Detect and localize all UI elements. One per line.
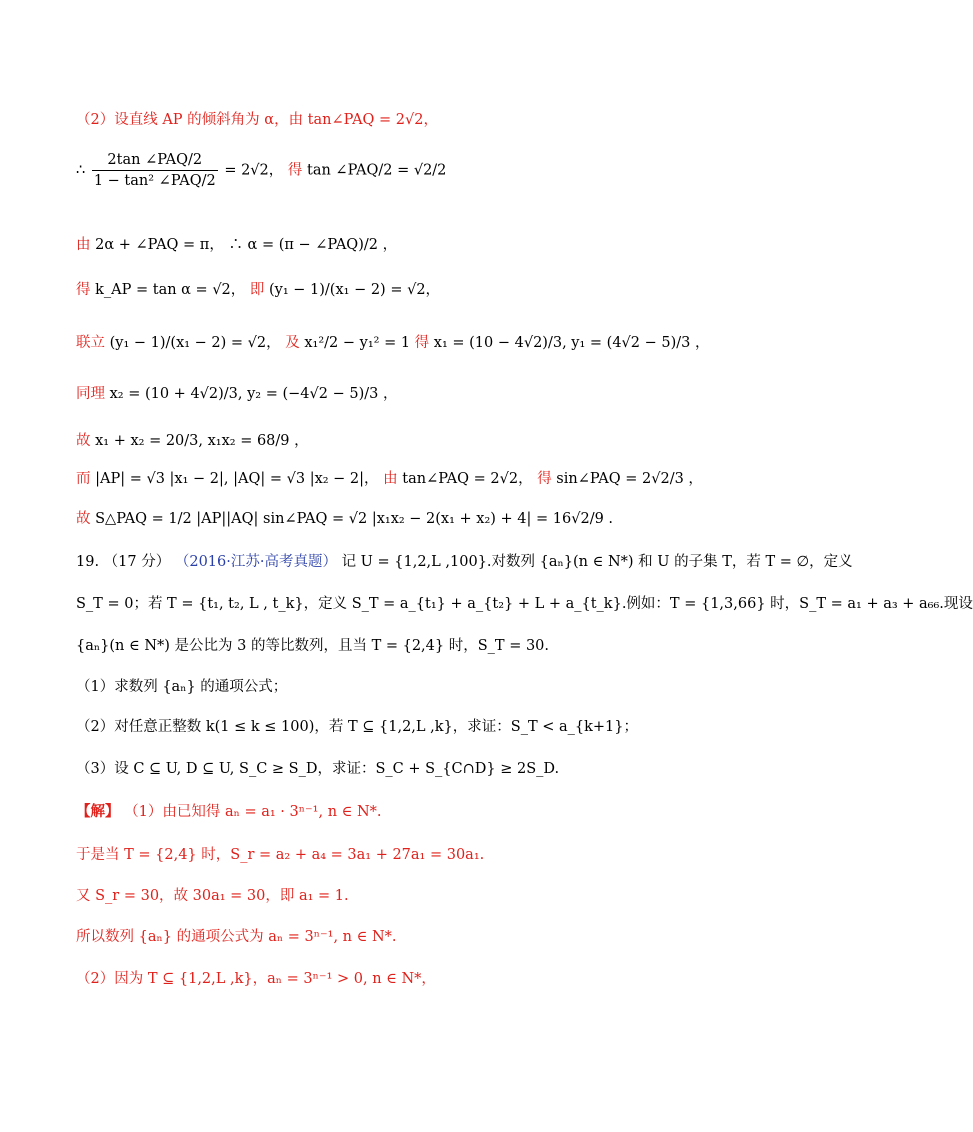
equation-part: ∴ α = (π − ∠PAQ)/2 ， — [228, 237, 398, 253]
connector-word: 即 — [249, 282, 265, 298]
solution-text: 所以数列 {aₙ} 的通项公式为 aₙ = 3ⁿ⁻¹, n ∈ N*. — [76, 929, 397, 945]
solution-line-4 — [76, 928, 397, 946]
fraction-double-angle — [92, 150, 218, 191]
solution-text: 于是当 T = {2,4} 时，S_r = a₂ + a₄ = 3a₁ + 27a₁ = 30a₁. — [76, 847, 485, 863]
connector-word: 得 — [414, 335, 430, 351]
equation-sum-product — [76, 432, 309, 450]
text-line: （2）设直线 AP 的倾斜角为 α，由 tan∠PAQ = 2√2， — [76, 112, 438, 128]
equation-lengths — [76, 470, 703, 488]
solution-text: （1）由已知得 aₙ = a₁ · 3ⁿ⁻¹, n ∈ N*. — [124, 804, 382, 820]
connector-word: 联立 — [76, 335, 105, 351]
equation-area — [76, 510, 613, 528]
equation-part: x₁ + x₂ = 20/3, x₁x₂ = 68/9 ， — [95, 433, 309, 449]
equation-part: sin∠PAQ = 2√2/3 ， — [556, 471, 703, 487]
equation-part: tan∠PAQ = 2√2， — [402, 471, 533, 487]
problem-19-question-1 — [76, 678, 287, 696]
solution-text: （2）因为 T ⊆ {1,2,L ,k}，aₙ = 3ⁿ⁻¹ > 0, n ∈ N*， — [76, 971, 436, 987]
connector-word: 得 — [287, 162, 303, 179]
connector-word: 及 — [285, 335, 300, 351]
equation-part: k_AP = tan α = √2， — [95, 282, 246, 298]
connector-word: 故 — [76, 511, 91, 527]
equation-slope — [76, 281, 440, 299]
question-text: （3）设 C ⊆ U, D ⊆ U, S_C ≥ S_D，求证：S_C + S_{C∩D} ≥ 2S_D. — [76, 761, 560, 777]
connector-word: 得 — [537, 471, 552, 487]
fraction-numerator: 2tan ∠PAQ/2 — [92, 150, 218, 171]
problem-19-question-2 — [76, 718, 638, 736]
problem-19-stem-line3 — [76, 637, 549, 655]
equation-part: (y₁ − 1)/(x₁ − 2) = √2， — [269, 282, 441, 298]
fraction-denominator: 1 − tan² ∠PAQ/2 — [93, 173, 216, 189]
solution-text: 又 S_r = 30，故 30a₁ = 30，即 a₁ = 1. — [76, 888, 349, 904]
solution-part2-intro — [76, 111, 438, 129]
connector-word: 同理 — [76, 386, 105, 402]
solution-line-1 — [76, 803, 382, 821]
solution-line-5 — [76, 970, 436, 988]
solution-tag: 【解】 — [76, 803, 120, 820]
equation-value: = 2√2， — [224, 162, 284, 179]
problem-source: （2016·江苏·高考真题） — [174, 554, 337, 570]
equation-similarly — [76, 385, 397, 403]
equation-system — [76, 334, 709, 352]
equation-alpha — [76, 236, 397, 254]
problem-stem: 记 U = {1,2,L ,100}.对数列 {aₙ}(n ∈ N*) 和 U 的子集 T，若 T = ∅，定义 — [341, 554, 853, 570]
solution-line-2 — [76, 846, 484, 864]
problem-stem: S_T = 0；若 T = {t₁, t₂, L , t_k}，定义 S_T = a_{t₁} + a_{t₂} + L + a_{t_k}.例如：T = {1,3,66} 时，S_T = a₁ + a₃ + a₆₆.现设 — [76, 596, 973, 612]
connector-word: 而 — [76, 471, 91, 487]
equation-part: x₁ = (10 − 4√2)/3, y₁ = (4√2 − 5)/3 ， — [433, 335, 710, 351]
problem-stem: {aₙ}(n ∈ N*) 是公比为 3 的等比数列，且当 T = {2,4} 时，S_T = 30. — [76, 638, 550, 654]
connector-word: 故 — [76, 433, 91, 449]
equation-result: tan ∠PAQ/2 = √2/2 — [307, 162, 447, 179]
equation-part: 2α + ∠PAQ = π， — [95, 237, 224, 253]
equation-tan-double-angle — [76, 150, 446, 191]
problem-19-stem-line2 — [76, 595, 973, 613]
problem-number: 19. — [76, 554, 100, 570]
connector-word: 由 — [76, 237, 91, 253]
equation-part: (y₁ − 1)/(x₁ − 2) = √2， — [109, 335, 281, 351]
connector-word: 得 — [76, 282, 91, 298]
question-text: （1）求数列 {aₙ} 的通项公式； — [76, 679, 288, 695]
equation-part: x₁²/2 − y₁² = 1 — [304, 335, 411, 351]
equation-part: x₂ = (10 + 4√2)/3, y₂ = (−4√2 − 5)/3 ， — [109, 386, 398, 402]
equation-part: S△PAQ = 1/2 |AP||AQ| sin∠PAQ = √2 |x₁x₂ − 2(x₁ + x₂) + 4| = 16√2/9 . — [95, 511, 614, 527]
question-text: （2）对任意正整数 k(1 ≤ k ≤ 100)，若 T ⊆ {1,2,L ,k}，求证：S_T < a_{k+1}； — [76, 719, 638, 735]
problem-19-question-3 — [76, 760, 559, 778]
problem-score: （17 分） — [103, 554, 171, 570]
equation-part: |AP| = √3 |x₁ − 2|, |AQ| = √3 |x₂ − 2|， — [95, 471, 379, 487]
problem-19-stem-line1 — [76, 553, 853, 571]
connector-word: 由 — [383, 471, 398, 487]
therefore-symbol: ∴ — [76, 162, 90, 179]
solution-line-3 — [76, 887, 349, 905]
